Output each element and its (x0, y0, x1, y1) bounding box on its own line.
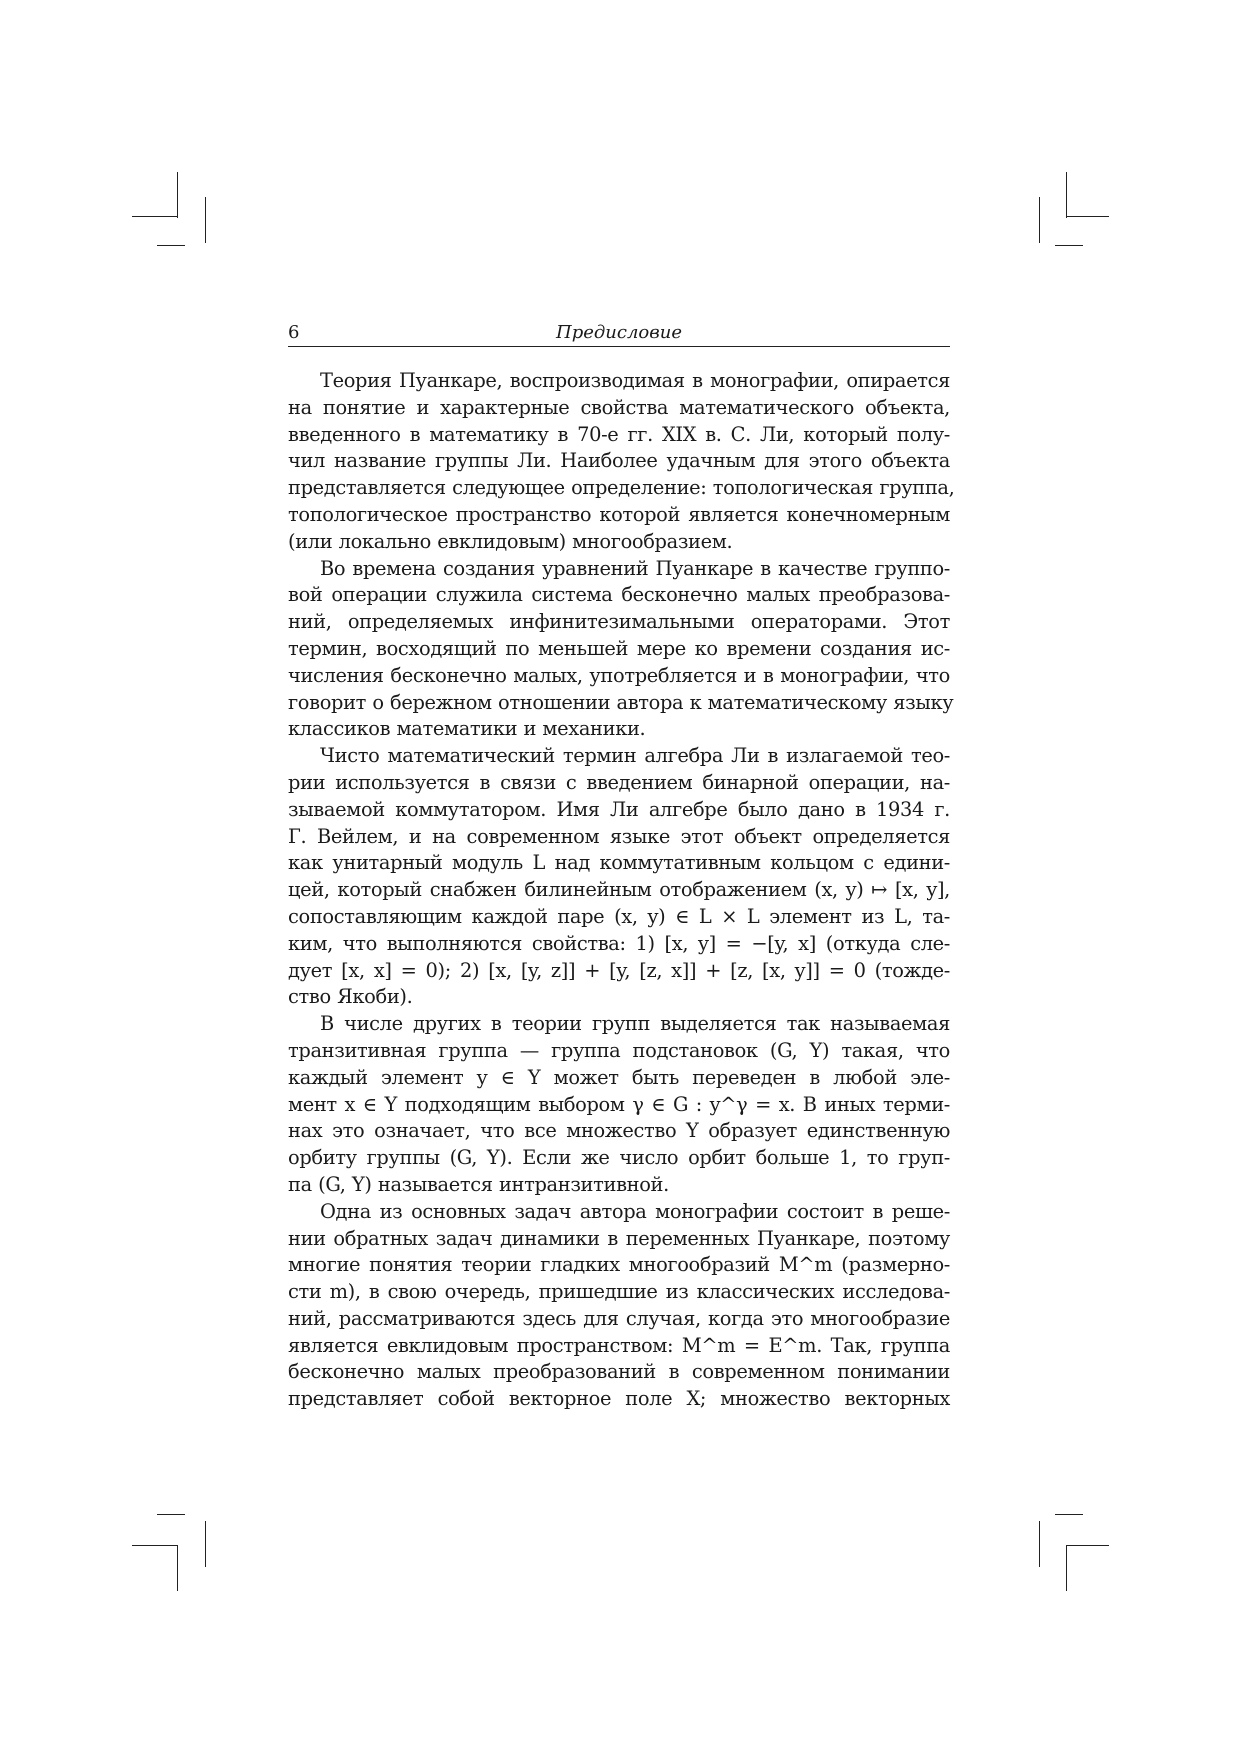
text-line: введенного в математику в 70-е гг. XIX в. С. Ли, который полу- (288, 422, 950, 446)
text-line: нах это означает, что все множество Y образует единственную (288, 1119, 950, 1143)
text-line: каждый элемент y ∈ Y может быть переведен в любой эле- (288, 1065, 950, 1089)
text-line: бесконечно малых преобразований в современном понимании (288, 1360, 950, 1384)
text-line: говорит о бережном отношении автора к математическому языку (288, 690, 954, 714)
text-line: чил название группы Ли. Наиболее удачным для этого объекта (288, 449, 950, 473)
text-line: Одна из основных задач автора монографии состоит в реше- (320, 1199, 950, 1223)
body-text (288, 368, 955, 1413)
crop-mark (205, 197, 206, 243)
crop-mark (1067, 216, 1109, 217)
crop-mark (1066, 172, 1067, 218)
text-line: Во времена создания уравнений Пуанкаре в качестве группо- (320, 556, 950, 580)
crop-mark (1066, 1545, 1067, 1591)
text-line: ство Якоби). (288, 985, 413, 1009)
page-number: 6 (288, 322, 300, 343)
running-title: Предисловие (556, 322, 682, 343)
crop-mark (132, 216, 178, 217)
text-line: термин, восходящий по меньшей мере ко времени создания ис- (288, 636, 950, 660)
text-line: В числе других в теории групп выделяется так называемая (320, 1012, 950, 1036)
text-line: орбиту группы (G, Y). Если же число орбит больше 1, то груп- (288, 1146, 950, 1170)
text-line: ний, определяемых инфинитезимальными операторами. Этот (288, 610, 950, 634)
crop-mark (157, 1514, 185, 1515)
text-line: зываемой коммутатором. Имя Ли алгебре было дано в 1934 г. (288, 797, 950, 821)
text-line: как унитарный модуль L над коммутативным кольцом с едини- (288, 851, 950, 875)
text-line: представляет собой векторное поле X; множество векторных (288, 1387, 950, 1411)
text-line: мент x ∈ Y подходящим выбором γ ∈ G : y^γ = x. В иных терми- (288, 1092, 950, 1116)
crop-mark (1039, 1521, 1040, 1567)
text-line: является евклидовым пространством: M^m = E^m. Так, группа (288, 1333, 950, 1357)
text-line: (или локально евклидовым) многообразием. (288, 529, 733, 553)
text-line: ким, что выполняются свойства: 1) [x, y] = −[y, x] (откуда сле- (288, 931, 950, 955)
text-line: представляется следующее определение: топологическая группа, (288, 476, 955, 500)
text-line: многие понятия теории гладких многообразий M^m (размерно- (288, 1253, 950, 1277)
text-line: сопоставляющим каждой паре (x, y) ∈ L × L элемент из L, та- (288, 904, 950, 928)
crop-mark (157, 245, 185, 246)
text-line: дует [x, x] = 0); 2) [x, [y, z]] + [y, [z, x]] + [z, [x, y]] = 0 (тожде- (288, 958, 950, 982)
text-line: Г. Вейлем, и на современном языке этот объект определяется (288, 824, 950, 848)
text-line: сти m), в свою очередь, пришедшие из классических исследова- (288, 1280, 950, 1304)
text-line: топологическое пространство которой является конечномерным (288, 502, 950, 526)
text-line: транзитивная группа — группа подстановок (G, Y) такая, что (288, 1038, 950, 1062)
text-line: Теория Пуанкаре, воспроизводимая в монографии, опирается (320, 369, 950, 392)
text-line: вой операции служила система бесконечно малых преобразова- (288, 583, 950, 607)
crop-mark (177, 1545, 178, 1591)
text-line: на понятие и характерные свойства математического объекта, (288, 395, 950, 419)
text-line: рии используется в связи с введением бинарной операции, на- (288, 770, 950, 794)
crop-mark (205, 1521, 206, 1567)
crop-mark (1055, 1514, 1083, 1515)
text-line: цей, который снабжен билинейным отображением (x, y) ↦ [x, y], (288, 878, 950, 902)
text-line: нии обратных задач динамики в переменных Пуанкаре, поэтому (288, 1226, 950, 1250)
crop-mark (1039, 197, 1040, 243)
text-line: числения бесконечно малых, употребляется и в монографии, что (288, 663, 950, 687)
crop-mark (1055, 245, 1083, 246)
text-line: ний, рассматриваются здесь для случая, когда это многообразие (288, 1306, 950, 1330)
text-line: па (G, Y) называется интранзитивной. (288, 1172, 669, 1196)
crop-mark (1067, 1545, 1109, 1546)
crop-mark (132, 1545, 178, 1546)
running-header (288, 322, 950, 347)
crop-mark (177, 172, 178, 218)
text-line: Чисто математический термин алгебра Ли в излагаемой тео- (320, 744, 950, 768)
text-line: классиков математики и механики. (288, 717, 646, 741)
